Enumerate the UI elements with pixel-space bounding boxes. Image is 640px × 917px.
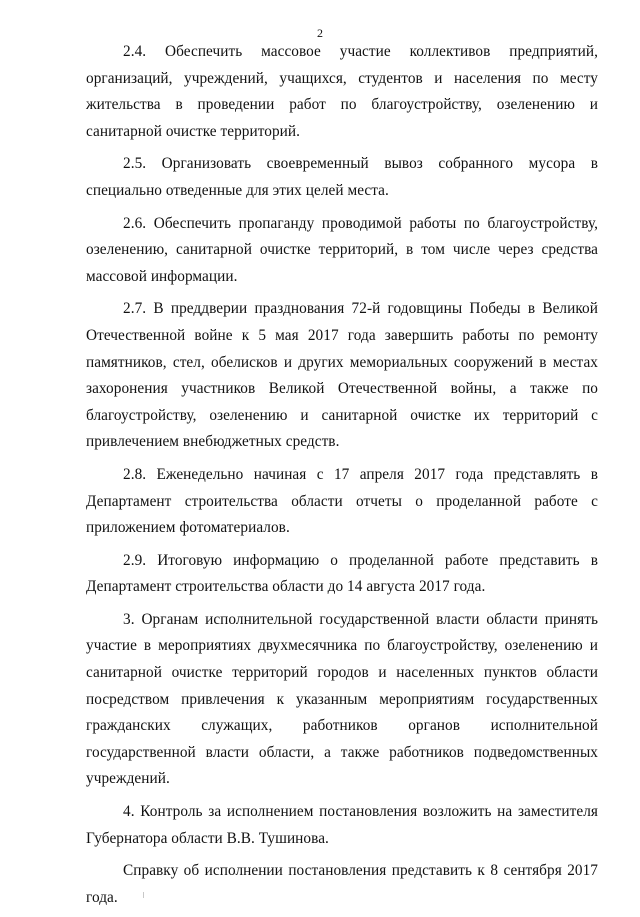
paragraph-2-5: 2.5. Организовать своевременный вывоз собранного мусора в специально отведенные для этих целей места. — [86, 155, 598, 199]
paragraph-2-7: 2.7. В преддверии празднования 72-й годовщины Победы в Великой Отечественной войне к 5 мая 2017 года завершить работы по ремонту памятников, стел, обелисков и других мемориальных сооружений в местах захоронения участников Великой Отечественной войны, а также по благоустройству, озеленению и санитарной очистке их территорий с привлечением внебюджетных средств. — [86, 300, 598, 451]
paragraph-3: 3. Органам исполнительной государственной власти области принять участие в мероприятиях двухмесячника по благоустройству, озеленению и санитарной очистке территорий городов и населенных пунктов области посредством привлечения к указанным мероприятиям государственных гражданских служащих, работников органов исполнительной государственной власти области, а также работников подведомственных учреждений. — [86, 610, 598, 788]
document-body — [86, 39, 598, 917]
scan-mark — [143, 892, 144, 898]
paragraph-4: 4. Контроль за исполнением постановления возложить на заместителя Губернатора области В.В. Тушинова. — [86, 803, 598, 847]
paragraph-2-4: 2.4. Обеспечить массовое участие коллективов предприятий, организаций, учреждений, учащихся, студентов и населения по месту жительства в проведении работ по благоустройству, озеленению и санитарной очистке территорий. — [86, 43, 598, 140]
paragraph-2-9: 2.9. Итоговую информацию о проделанной работе представить в Департамент строительства области до 14 августа 2017 года. — [86, 551, 598, 596]
paragraph-2-8: 2.8. Еженедельно начиная с 17 апреля 2017 года представлять в Департамент строительства области отчеты о проделанной работе с приложением фотоматериалов. — [86, 465, 598, 537]
paragraph-report-deadline: Справку об исполнении постановления представить к 8 сентября 2017 года. — [86, 862, 598, 906]
page-number: 2 — [317, 26, 323, 40]
paragraph-2-6: 2.6. Обеспечить пропаганду проводимой работы по благоустройству, озеленению, санитарной очистке территорий, в том числе через средства массовой информации. — [86, 214, 598, 285]
